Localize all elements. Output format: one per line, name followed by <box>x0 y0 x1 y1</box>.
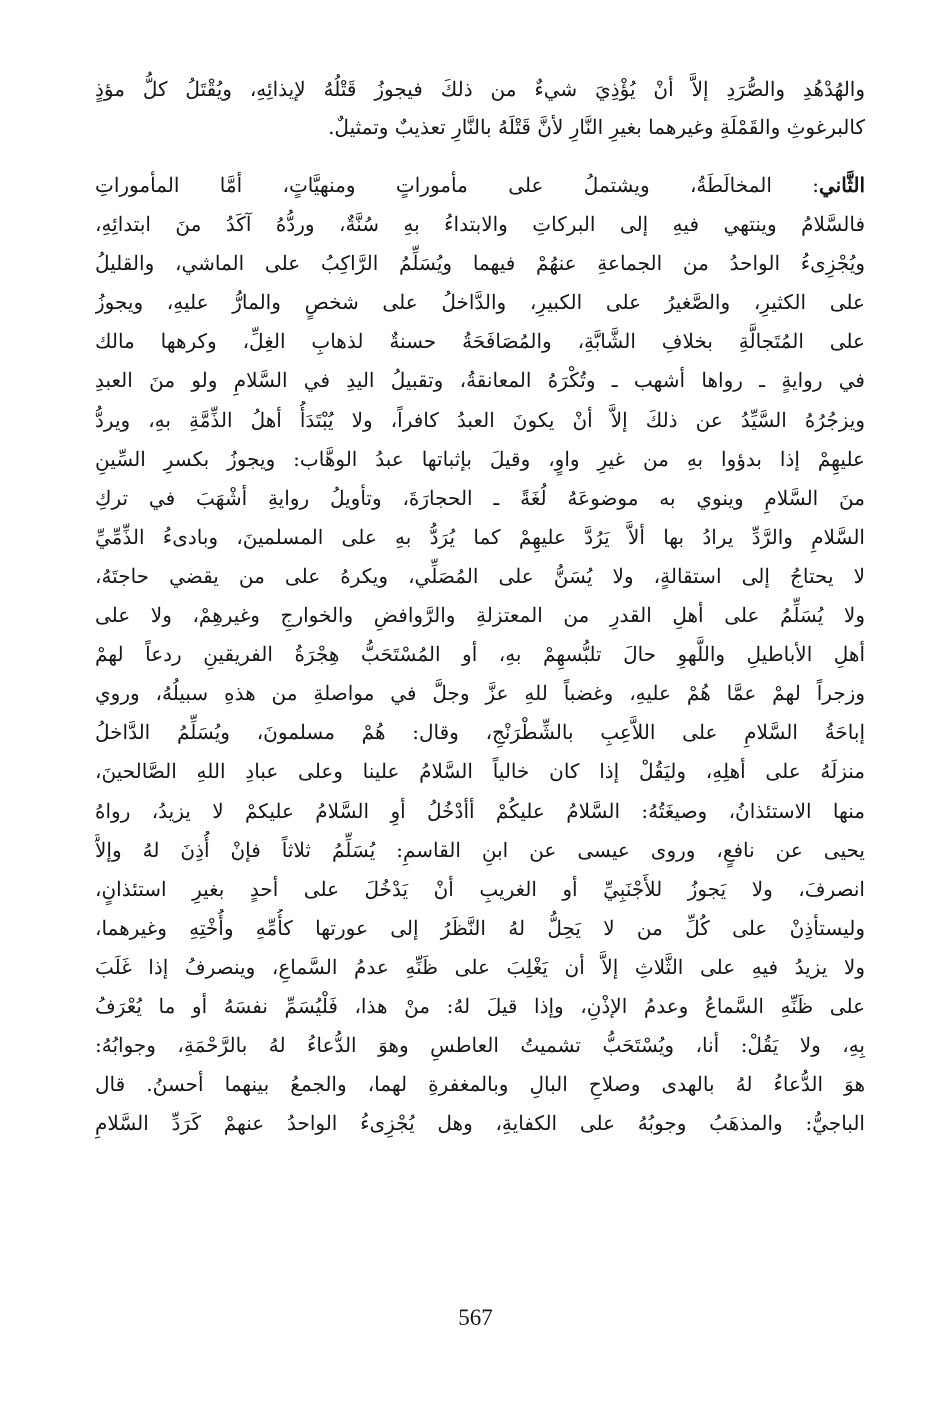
text-line: منها الاستئذانُ، وصيغَتُهُ: السَّلامُ عليكُمْ أأدْخُلُ أوِ السَّلامُ عليكمْ لا يزيدُ، رواهُ <box>95 798 865 823</box>
text-line: ولا يُسَلِّمُ على أهلِ القدرِ من المعتزلةِ والرَّوافضِ والخوارجِ وغيرهِمْ، ولا على <box>95 603 865 628</box>
section-first-line-text: : المخالَطَةُ، ويشتملُ على مأموراتٍ ومنهيَّاتٍ، أمَّا المأموراتِ <box>95 173 819 197</box>
page-number: 567 <box>458 1305 493 1330</box>
text-line: على المُتَجالَّةِ بخلافِ الشَّابَّةِ، والمُصَافَحَةُ حسنةٌ لذهابِ الغِلِّ، وكرهها مالك <box>95 329 865 354</box>
text-line: على الكثيرِ، والصَّغيرُ على الكبيرِ، والدَّاخلُ على شخصٍ والمارُّ عليهِ، ويجوزُ <box>95 290 865 315</box>
text-line: السَّلامِ والرَّدِّ يرادُ بها ألاَّ يَرُدَّ عليهِمْ كما يُرَدُّ بهِ على المسلمينَ، وبادىءُ الذِّمِّيِّ <box>95 524 865 549</box>
text-line: الباجيُّ: والمذهَبُ وجوبُهُ على الكفايةِ، وهل يُجْزِىءُ الواحدُ عنهمْ كَرَدِّ السَّلامِ <box>95 1111 865 1136</box>
intro-paragraph <box>95 70 865 146</box>
text-line: كالبرغوثِ والقَمْلَةِ وغيرهما بغيرِ النَّارِ لأنَّ قَتْلَهُ بالنَّارِ تعذيبٌ وتمثيلٌ. <box>328 115 865 139</box>
text-line: منَ السَّلامِ وينوي به موضوعَهُ لُغَةً ـ الحجارَةَ، وتأويلُ روايةِ أشْهَبَ في تركِ <box>95 485 865 510</box>
text-line: يحيى عن نافعٍ، وروى عيسى عن ابنِ القاسمِ: يُسَلِّمُ ثلاثاً فإنْ أُذِنَ لهُ وإلاَّ <box>95 837 865 862</box>
text-line: فالسَّلامُ وينتهي فيهِ إلى البركاتِ والابتداءُ بهِ سُنَّةٌ، وردُّهُ آكَدُ منَ ابتدائِهِ، <box>95 212 865 237</box>
text-line: منزلَهُ على أهلِهِ، وليَقُلْ إذا كان خالياً السَّلامُ علينا وعلى عبادِ اللهِ الصَّالحينَ، <box>95 759 865 784</box>
text-line: بِهِ، ولا يَقُلْ: أنا، ويُسْتَحَبُّ تشميتُ العاطسِ وهوَ الدُّعاءُ لهُ بالرَّحْمَةِ، وجوابُهُ: <box>95 1033 865 1058</box>
text-line: لا يحتاجُ إلى استقالةٍ، ولا يُسَنُّ على المُصَلِّي، ويكرهُ على من يقضي حاجتَهُ، <box>95 563 865 588</box>
text-line: ويُجْزِىءُ الواحدُ من الجماعةِ عنهُمْ فيهما ويُسَلِّمُ الرَّاكِبُ على الماشي، والقليلُ <box>95 251 865 276</box>
text-line: في روايةٍ ـ رواها أشهب ـ وتُكْرَهُ المعانقةُ، وتقبيلُ اليدِ في السَّلامِ ولو منَ العبدِ <box>95 368 865 393</box>
section-paragraph <box>95 166 865 1143</box>
text-line: عليهِمْ إذا بدؤوا بهِ من غيرِ واوٍ، وقيلَ بإثباتها عبدُ الوهَّاب: ويجوزُ بكسرِ السِّينِ <box>95 446 865 471</box>
section-first-line <box>95 166 865 205</box>
text-line: إباحَةُ السَّلامِ على اللاَّعِبِ بالشِّطْرَنْجِ، وقال: هُمْ مسلمونَ، ويُسَلِّمُ الدَّاخلُ <box>95 720 865 745</box>
text-line: وزجراً لهمْ عمَّا هُمْ عليهِ، وغضباً للهِ عزَّ وجلَّ في مواصلةِ من هذهِ سبيلُهُ، وروي <box>95 681 865 706</box>
text-line: على ظَنِّهِ السَّماعُ وعدمُ الإذْنِ، وإذا قيلَ لهُ: منْ هذا، فَلْيُسَمِّ نفسَهُ أو ما يُعْرَفُ <box>95 993 865 1018</box>
text-line: هوَ الدُّعاءُ لهُ بالهدى وصلاحِ البالِ وبالمغفرةِ لهما، والجمعُ بينهما أحسنُ. قال <box>95 1072 865 1097</box>
text-line: ولا يزيدُ فيهِ على الثَّلاثِ إلاَّ أن يَغْلِبَ على ظَنِّهِ عدمُ السَّماعِ، وينصرفُ إذا غَلَبَ <box>95 954 865 979</box>
text-line: وليستأذِنْ على كُلِّ من لا يَحِلُّ لهُ النَّظَرُ إلى عورتها كأُمِّهِ وأُخْتِهِ وغيرهما، <box>95 915 865 940</box>
text-line: انصرفَ، ولا يَجوزُ للأَجْنَبِيِّ أو الغريبِ أنْ يَدْخُلَ على أحدٍ بغيرِ استئذانٍ، <box>95 876 865 901</box>
text-line: ويزجُرُهُ السَّيِّدُ عن ذلكَ إلاَّ أنْ يكونَ العبدُ كافراً، ولا يُبْتَدَأُ أهلُ الذِّمَّةِ بهِ، ويردُّ <box>95 407 865 432</box>
text-line: والهُدْهُدِ والصُّرَدِ إلاَّ أنْ يُؤْذِيَ شيءٌ من ذلكَ فيجوزُ قَتْلُهُ لإيذائِهِ، ويُقْتَلُ كلُّ مؤذٍ <box>95 77 865 101</box>
text-line: أهلِ الأباطيلِ واللَّهوِ حالَ تلبُّسهِمْ بهِ، أو المُسْتَحَبُّ هِجْرَةُ الفريقينِ ردعاً لهمْ <box>95 642 865 667</box>
section-heading: الثَّاني <box>818 173 865 197</box>
